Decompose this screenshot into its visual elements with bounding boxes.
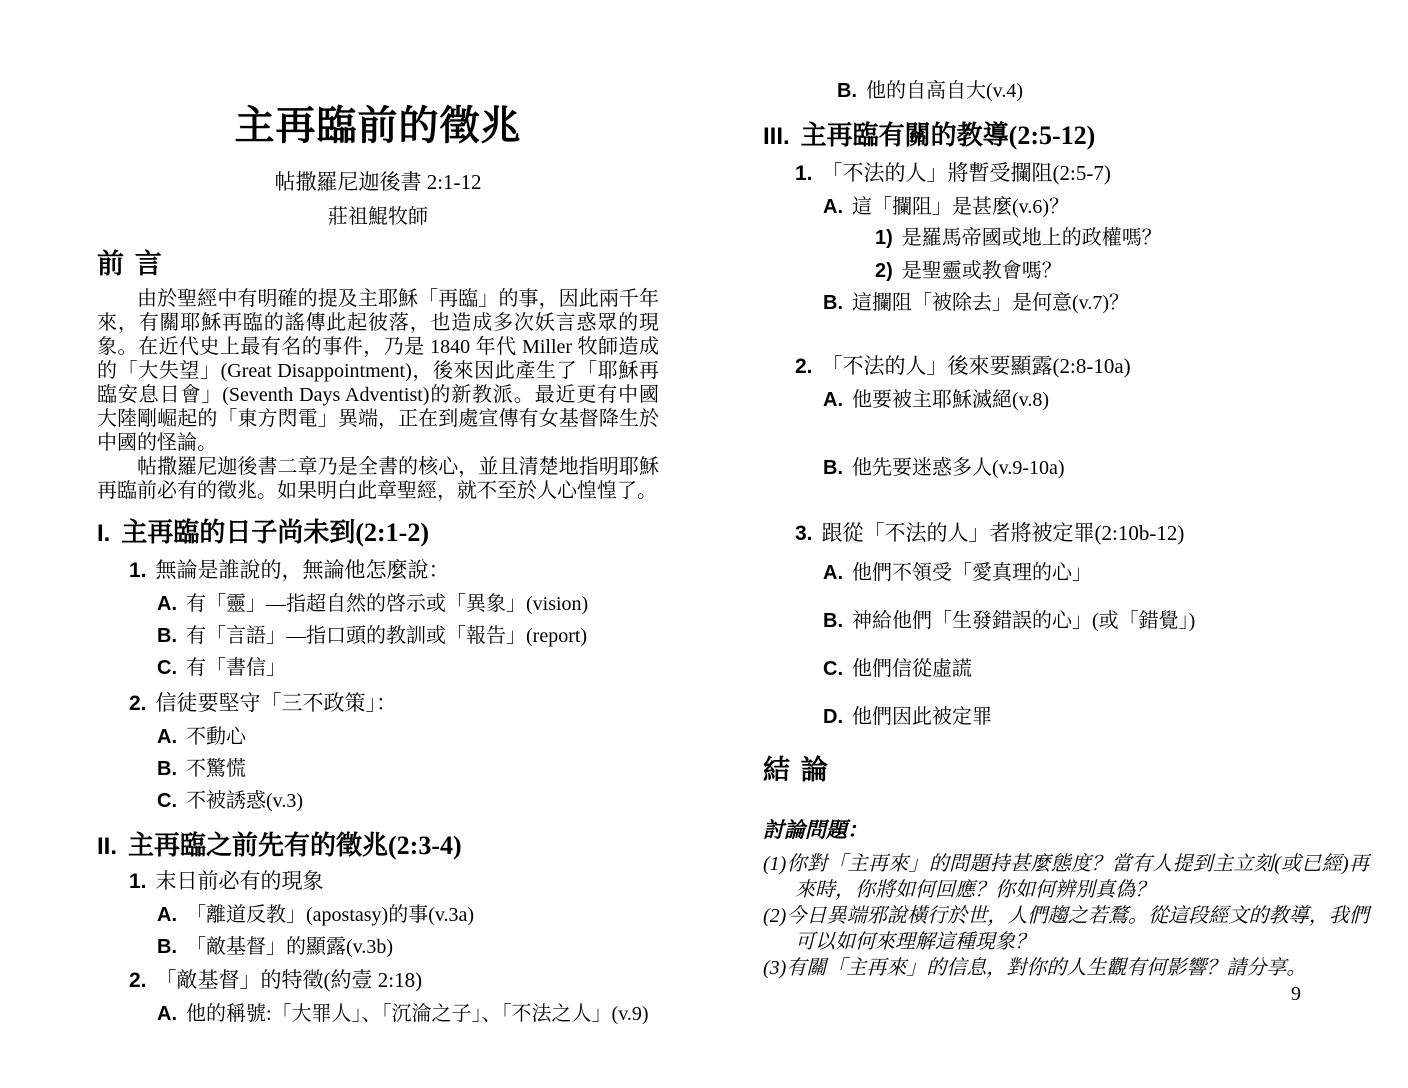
item-marker: A. (157, 904, 177, 926)
item-text: 「不法的人」後來要顯露(2:8-10a) (821, 354, 1131, 378)
outline-item-III-3-C (823, 656, 1369, 682)
item-marker: 1. (795, 162, 813, 185)
discussion-question-1: (1)你對「主再來」的問題持甚麼態度？當有人提到主立刻(或已經)再來時，你將如何回應？你如何辨別真偽？ (763, 853, 1369, 901)
outline-item-I-2-B (157, 756, 659, 782)
item-text: 「敵基督」的特徵(約壹 2:18) (155, 968, 423, 992)
item-text: 不動心 (186, 726, 246, 748)
item-text: 他們不領受「愛真理的心」 (852, 562, 1092, 584)
section-3-marker: III. (763, 123, 790, 150)
outline-item-I-1-A (157, 591, 659, 617)
outline-item-I-2-A (157, 724, 659, 750)
item-text: 「離道反教」(apostasy)的事(v.3a) (186, 904, 475, 926)
page-number: 9 (1291, 983, 1301, 1005)
item-marker: A. (823, 196, 843, 218)
item-marker: 1) (875, 227, 893, 249)
section-3-title: 主再臨有關的教導(2:5-12) (800, 121, 1096, 150)
item-text: 他要被主耶穌滅絕(v.8) (852, 389, 1050, 411)
item-marker: A. (157, 593, 177, 615)
conclusion-heading: 結 論 (763, 755, 830, 785)
item-marker: A. (823, 562, 843, 584)
outline-item-II-2-B (837, 78, 1369, 104)
item-text: 「不法的人」將暫受攔阻(2:5-7) (821, 161, 1111, 185)
outline-item-III-1-B (823, 290, 1369, 316)
item-text: 有「言語」—指口頭的教訓或「報告」(report) (186, 625, 588, 647)
outline-item-II-2 (129, 966, 659, 995)
item-marker: C. (157, 790, 177, 812)
item-marker: 1. (129, 559, 147, 582)
item-marker: 1. (129, 870, 147, 893)
outline-item-III-1-A-1 (875, 226, 1369, 251)
item-text: 他的稱號:「大罪人」、「沉淪之子」、「不法之人」(v.9) (186, 1003, 649, 1025)
section-2-heading (97, 830, 659, 863)
item-text: 「敵基督」的顯露(v.3b) (186, 936, 394, 958)
outline-item-II-1 (129, 867, 659, 896)
item-marker: A. (157, 1003, 177, 1025)
outline-item-III-2-B (823, 455, 1369, 481)
item-marker: A. (823, 389, 843, 411)
section-2-title: 主再臨之前先有的徵兆(2:3-4) (128, 831, 462, 860)
item-marker: 2. (129, 692, 147, 715)
outline-item-II-1-B (157, 934, 659, 960)
item-marker: B. (837, 80, 857, 102)
item-marker: B. (823, 292, 843, 314)
item-marker: 2. (795, 355, 813, 378)
item-marker: B. (823, 610, 843, 632)
outline-item-III-1-A (823, 194, 1369, 220)
item-marker: B. (823, 457, 843, 479)
doc-title: 主再臨前的徵兆 (234, 103, 522, 148)
discussion-question-3: (3)有關「主再來」的信息，對你的人生觀有何影響？請分享。 (763, 957, 1307, 979)
preface-paragraph-2: 帖撒羅尼迦後書二章乃是全書的核心，並且清楚地指明耶穌再臨前必有的徵兆。如果明白此章聖經，就不至於人心惶惶了。 (97, 456, 659, 502)
item-marker: C. (157, 657, 177, 679)
item-text: 是聖靈或教會嗎？ (901, 260, 1062, 282)
item-text: 不驚慌 (186, 758, 246, 780)
outline-item-I-2 (129, 689, 659, 718)
item-text: 末日前必有的現象 (155, 869, 324, 893)
item-marker: B. (157, 625, 177, 647)
item-marker: B. (157, 758, 177, 780)
right-column (763, 0, 1369, 981)
outline-item-III-3-B (823, 608, 1369, 634)
preface-paragraph-1: 由於聖經中有明確的提及主耶穌「再臨」的事，因此兩千年來，有關耶穌再臨的謠傳此起彼落，也造成多次妖言惑眾的現象。在近代史上最有名的事件，乃是 1840 年代 Miller 牧師造成的「大失望」(Great Disappointment)，後來因此產生了「耶穌再臨安息日會」(Seventh Days Adventist)的新教派。最近更有中國大陸剛崛起的「東方閃電」異端，正在到處宣傳有女基督降生於中國的怪論。 (97, 288, 659, 454)
item-text: 跟從「不法的人」者將被定罪(2:10b-12) (821, 521, 1185, 545)
outline-item-I-1-C (157, 655, 659, 681)
section-1-heading (97, 517, 659, 550)
item-text: 有「靈」—指超自然的啓示或「異象」(vision) (186, 593, 589, 615)
outline-item-I-1-B (157, 623, 659, 649)
item-text: 他們信從虛謊 (852, 658, 972, 680)
item-marker: 3. (795, 522, 813, 545)
outline-item-I-2-C (157, 788, 659, 814)
item-text: 他先要迷惑多人(v.9-10a) (852, 457, 1065, 479)
item-text: 他的自高自大(v.4) (866, 80, 1024, 102)
author-name: 莊祖鯤牧師 (328, 206, 428, 228)
section-2-marker: II. (97, 833, 118, 860)
outline-item-III-1-A-2 (875, 259, 1369, 284)
section-1-title: 主再臨的日子尚未到(2:1-2) (121, 518, 429, 547)
outline-item-III-3-A (823, 560, 1369, 586)
outline-item-III-2-A (823, 387, 1369, 413)
item-text: 信徒要堅守「三不政策」： (155, 691, 398, 715)
item-marker: 2. (129, 969, 147, 992)
outline-item-III-1 (795, 159, 1369, 188)
discussion-question-2: (2)今日異端邪說橫行於世，人們趨之若鶩。從這段經文的教導，我們可以如何來理解這種現象？ (763, 905, 1369, 953)
scripture-reference: 帖撒羅尼迦後書 2:1-12 (274, 170, 482, 194)
item-text: 無論是誰說的，無論他怎麼說： (155, 558, 450, 582)
outline-item-II-2-A (157, 1001, 659, 1027)
item-text: 不被誘惑(v.3) (186, 790, 304, 812)
section-3-heading (763, 120, 1369, 153)
item-text: 這「攔阻」是甚麼(v.6)？ (852, 196, 1070, 218)
item-text: 神給他們「生發錯誤的心」(或「錯覺」) (852, 610, 1196, 632)
section-1-marker: I. (97, 520, 111, 547)
item-marker: 2) (875, 260, 893, 282)
outline-item-III-3-D (823, 704, 1369, 730)
left-column (97, 0, 659, 1027)
outline-item-II-1-A (157, 902, 659, 928)
outline-item-I-1 (129, 556, 659, 585)
preface-heading: 前 言 (97, 249, 164, 279)
outline-item-III-2 (795, 352, 1369, 381)
item-text: 他們因此被定罪 (852, 706, 992, 728)
item-marker: C. (823, 658, 843, 680)
outline-item-III-3 (795, 519, 1369, 548)
item-text: 有「書信」 (186, 657, 286, 679)
item-text: 這攔阻「被除去」是何意(v.7)？ (852, 292, 1130, 314)
item-text: 是羅馬帝國或地上的政權嗎？ (901, 227, 1162, 249)
item-marker: B. (157, 936, 177, 958)
item-marker: A. (157, 726, 177, 748)
item-marker: D. (823, 706, 843, 728)
discussion-heading: 討論問題： (763, 818, 868, 842)
